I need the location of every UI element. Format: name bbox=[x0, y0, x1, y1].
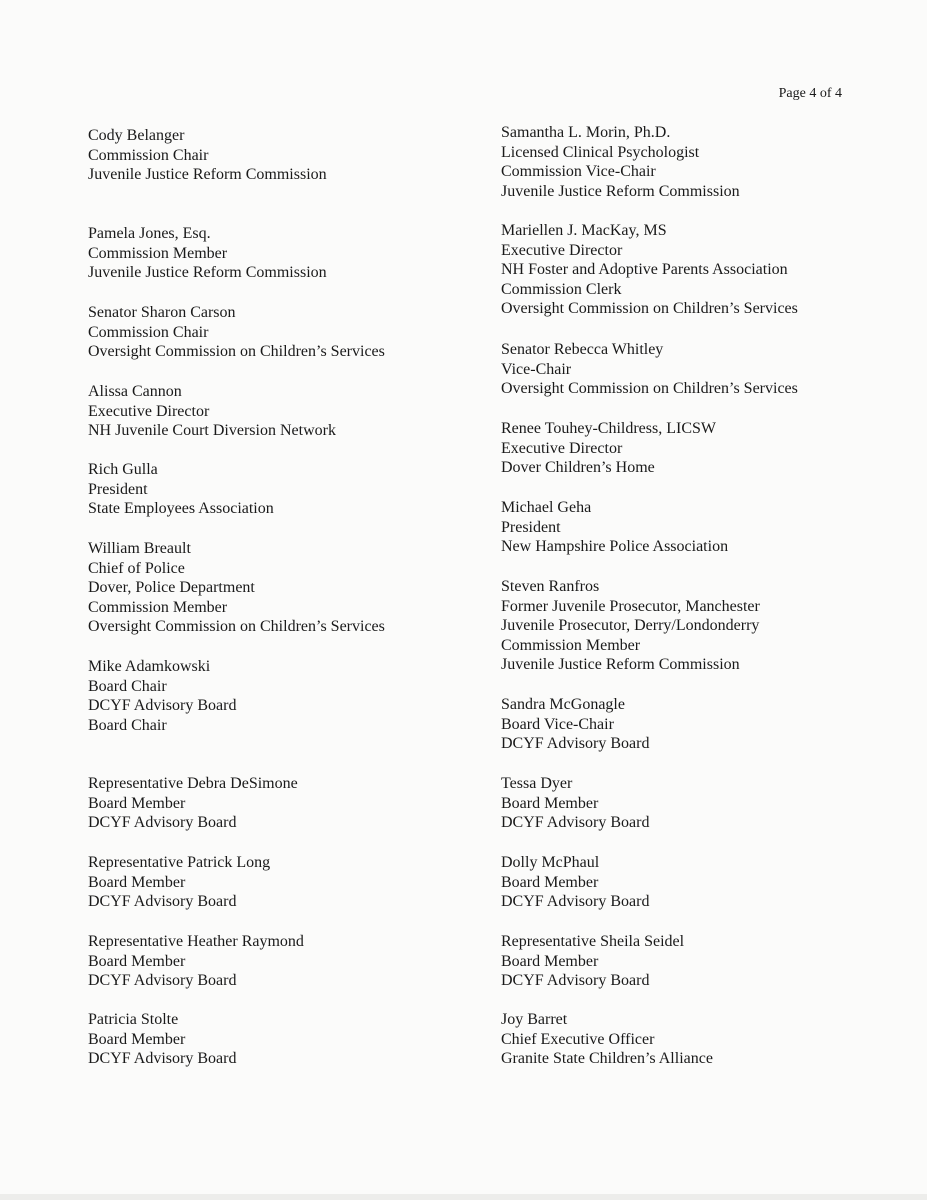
contact-name: Alissa Cannon bbox=[88, 383, 182, 400]
contact-organization: New Hampshire Police Association bbox=[501, 538, 729, 556]
contact-name: Representative Debra DeSimone bbox=[88, 775, 298, 792]
left-contact-block bbox=[88, 303, 385, 362]
right-contact-block bbox=[501, 774, 649, 833]
right-contact-block bbox=[501, 498, 728, 557]
contact-organization: DCYF Advisory Board bbox=[501, 814, 650, 832]
contact-title: Executive Director bbox=[501, 241, 623, 259]
contact-title: Executive Director bbox=[88, 402, 210, 420]
contact-organization: Juvenile Justice Reform Commission bbox=[501, 182, 740, 200]
contact-name: Michael Geha bbox=[501, 499, 592, 516]
contact-name: Representative Sheila Seidel bbox=[501, 933, 685, 950]
right-contact-block bbox=[501, 340, 798, 399]
contact-organization: DCYF Advisory Board bbox=[88, 893, 237, 911]
contact-title: Board Member bbox=[501, 794, 599, 812]
contact-name: Sandra McGonagle bbox=[501, 696, 625, 713]
contact-organization: DCYF Advisory Board bbox=[501, 972, 650, 990]
contact-name: Cody Belanger bbox=[88, 127, 185, 144]
contact-organization: Oversight Commission on Children’s Services bbox=[501, 300, 798, 318]
contact-title: Board Member bbox=[501, 952, 599, 970]
contact-name: Senator Rebecca Whitley bbox=[501, 341, 664, 358]
right-contact-block bbox=[501, 932, 684, 991]
contact-organization: Juvenile Justice Reform Commission bbox=[501, 656, 740, 674]
contact-title: Board Member bbox=[88, 952, 186, 970]
right-contact-block bbox=[501, 695, 649, 754]
left-contact-block bbox=[88, 657, 236, 735]
right-contact-block bbox=[501, 123, 740, 201]
contact-name: Joy Barret bbox=[501, 1011, 568, 1028]
contact-organization: Dover, Police Department bbox=[88, 579, 255, 597]
contact-organization: DCYF Advisory Board bbox=[88, 972, 237, 990]
contact-name: Steven Ranfros bbox=[501, 578, 600, 595]
right-contact-block bbox=[501, 577, 760, 675]
contact-name: Representative Patrick Long bbox=[88, 854, 271, 871]
contact-title: President bbox=[88, 480, 148, 498]
contact-organization: State Employees Association bbox=[88, 500, 274, 518]
contact-title: Vice-Chair bbox=[501, 360, 572, 378]
left-contact-block bbox=[88, 932, 304, 991]
contact-organization: Oversight Commission on Children’s Services bbox=[501, 380, 798, 398]
contact-organization: DCYF Advisory Board bbox=[501, 735, 650, 753]
right-contact-block bbox=[501, 853, 649, 912]
contact-title: Chief of Police bbox=[88, 559, 185, 577]
contact-organization: NH Juvenile Court Diversion Network bbox=[88, 422, 336, 440]
contact-organization: Granite State Children’s Alliance bbox=[501, 1050, 713, 1068]
contact-title: Commission Chair bbox=[88, 146, 209, 164]
contact-title: Commission Member bbox=[88, 244, 228, 262]
contact-role: Board Chair bbox=[88, 716, 167, 734]
left-contact-block bbox=[88, 460, 274, 519]
contact-organization: Oversight Commission on Children’s Services bbox=[88, 343, 385, 361]
contact-name: Representative Heather Raymond bbox=[88, 933, 304, 950]
contact-title: Commission Chair bbox=[88, 323, 209, 341]
contact-name: Dolly McPhaul bbox=[501, 854, 600, 871]
contact-organization: Oversight Commission on Children’s Services bbox=[88, 618, 385, 636]
left-contact-block bbox=[88, 224, 327, 283]
contact-name: Renee Touhey-Childress, LICSW bbox=[501, 420, 716, 437]
contact-name: Pamela Jones, Esq. bbox=[88, 225, 211, 242]
contact-title: Board Member bbox=[88, 794, 186, 812]
contact-title: Board Member bbox=[88, 1030, 186, 1048]
left-contact-block bbox=[88, 853, 270, 912]
contact-organization: NH Foster and Adoptive Parents Association bbox=[501, 261, 788, 279]
contact-title: Licensed Clinical Psychologist bbox=[501, 143, 700, 161]
contact-title: Executive Director bbox=[501, 439, 623, 457]
contact-title: Board Chair bbox=[88, 677, 167, 695]
contact-name: Rich Gulla bbox=[88, 461, 158, 478]
contact-title: Board Vice-Chair bbox=[501, 715, 614, 733]
contact-name: William Breault bbox=[88, 540, 191, 557]
contact-name: Senator Sharon Carson bbox=[88, 304, 236, 321]
left-contact-block bbox=[88, 1010, 236, 1069]
contact-title: President bbox=[501, 518, 561, 536]
right-contact-block bbox=[501, 1010, 713, 1069]
contact-role: Commission Member bbox=[501, 636, 641, 654]
left-contact-block bbox=[88, 774, 298, 833]
contact-name: Mariellen J. MacKay, MS bbox=[501, 222, 667, 239]
contact-organization: DCYF Advisory Board bbox=[88, 697, 237, 715]
contact-role: Commission Vice-Chair bbox=[501, 163, 656, 181]
left-contact-block bbox=[88, 539, 385, 637]
contact-name: Samantha L. Morin, Ph.D. bbox=[501, 124, 671, 141]
contact-name: Patricia Stolte bbox=[88, 1011, 179, 1028]
left-contact-block bbox=[88, 382, 336, 441]
contact-name: Tessa Dyer bbox=[501, 775, 573, 792]
contact-name: Mike Adamkowski bbox=[88, 658, 211, 675]
scan-bottom-edge bbox=[0, 1194, 927, 1200]
contact-title: Juvenile Prosecutor, Derry/Londonderry bbox=[501, 617, 760, 635]
left-contact-block bbox=[88, 126, 327, 185]
contact-title: Board Member bbox=[88, 873, 186, 891]
contact-title: Board Member bbox=[501, 873, 599, 891]
right-contact-block bbox=[501, 221, 798, 319]
contact-title: Former Juvenile Prosecutor, Manchester bbox=[501, 597, 760, 615]
contact-organization: DCYF Advisory Board bbox=[88, 814, 237, 832]
right-contact-block bbox=[501, 419, 716, 478]
contact-organization: Dover Children’s Home bbox=[501, 459, 655, 477]
page-number: Page 4 of 4 bbox=[778, 86, 842, 101]
contact-title: Chief Executive Officer bbox=[501, 1030, 655, 1048]
contact-organization: DCYF Advisory Board bbox=[88, 1050, 237, 1068]
contact-organization: Juvenile Justice Reform Commission bbox=[88, 264, 327, 282]
contact-role: Commission Clerk bbox=[501, 280, 622, 298]
contact-role: Commission Member bbox=[88, 598, 228, 616]
contact-organization: Juvenile Justice Reform Commission bbox=[88, 166, 327, 184]
contact-organization: DCYF Advisory Board bbox=[501, 893, 650, 911]
